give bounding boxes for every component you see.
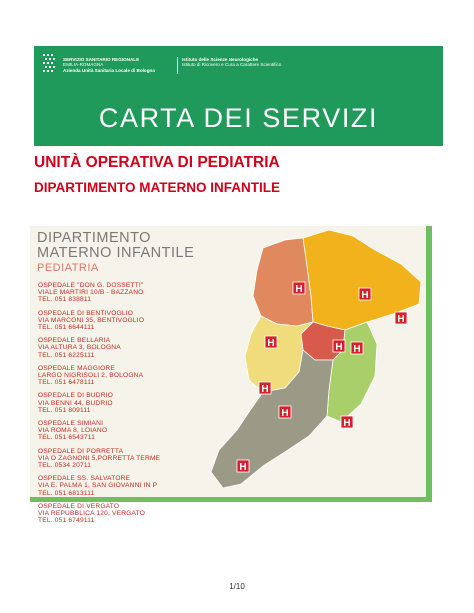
hospital-name: OSPEDALE DI PORRETTA bbox=[38, 447, 124, 455]
hospital-entry bbox=[38, 448, 208, 470]
hospital-address: VIA MARCONI 35, BENTIVOGLIO bbox=[38, 316, 145, 324]
hospital-marker-label: H bbox=[295, 284, 303, 295]
specialty-label: PEDIATRIA bbox=[37, 262, 99, 274]
hospital-phone: TEL. 051 838811 bbox=[38, 296, 92, 304]
hospital-marker-label: H bbox=[267, 338, 275, 349]
hospital-address: VIA ALTURA 3, BOLOGNA bbox=[38, 344, 121, 352]
hospital-phone: TEL. 051 6225111 bbox=[38, 351, 95, 359]
hospital-entry bbox=[38, 282, 208, 304]
hospital-marker-icon bbox=[259, 382, 271, 395]
institute-name bbox=[182, 57, 281, 68]
org-line-2: EMILIA-ROMAGNA bbox=[63, 62, 104, 68]
hospital-name: OSPEDALE MAGGIORE bbox=[38, 364, 116, 372]
hospital-list bbox=[38, 282, 208, 530]
hospital-name: OSPEDALE BELLARIA bbox=[38, 337, 111, 345]
page-title: CARTA DEI SERVIZI bbox=[98, 103, 379, 133]
institute-line-1: Istituto delle Scienze Neurologiche bbox=[182, 57, 259, 62]
hospital-marker-icon bbox=[395, 312, 407, 325]
hospital-phone: TEL. 051 6813111 bbox=[38, 489, 95, 497]
hospital-address: VIALE MARTIRI 10/B - BAZZANO bbox=[38, 289, 144, 297]
hospital-name: OSPEDALE SS. SALVATORE bbox=[38, 475, 131, 483]
hospital-marker-icon bbox=[279, 406, 291, 419]
hospital-marker-icon bbox=[237, 460, 249, 473]
hospital-marker-label: H bbox=[281, 408, 289, 419]
hospital-marker-label: H bbox=[261, 384, 269, 395]
hospital-phone: TEL. 0534 20711 bbox=[38, 462, 92, 470]
department-title bbox=[37, 231, 194, 276]
department-heading: DIPARTIMENTO MATERNO INFANTILE bbox=[34, 180, 280, 195]
hospital-marker-label: H bbox=[361, 290, 369, 301]
regional-logo-icon bbox=[43, 54, 57, 72]
hospital-address: VIA E. PALMA 1, SAN GIOVANNI IN P bbox=[38, 482, 158, 490]
hospital-name: OSPEDALE SIMIANI bbox=[38, 420, 104, 428]
org-line-3: Azienda Unità Sanitaria Locale di Bologna bbox=[63, 67, 155, 73]
hospital-entry bbox=[38, 420, 208, 442]
hospital-address: VIA REPUBBLICA 120, VERGATO bbox=[38, 510, 146, 518]
hospital-name: OSPEDALE "DON G. DOSSETTI" bbox=[38, 282, 144, 289]
hospital-address: LARGO NIGRISOLI 2, BOLOGNA bbox=[38, 372, 144, 380]
institute-line-2: Istituto di Ricovero e Cura a Carattere Scientifico bbox=[182, 62, 282, 68]
hospital-phone: TEL. 051 6644111 bbox=[38, 324, 95, 332]
hospital-marker-icon bbox=[351, 342, 363, 355]
hospital-marker-icon bbox=[341, 416, 353, 429]
hospital-name: OSPEDALE DI BUDRIO bbox=[38, 392, 114, 400]
hospital-name: OSPEDALE DI VERGATO bbox=[38, 502, 120, 510]
hospital-phone: TEL. 051 6749111 bbox=[38, 517, 95, 525]
org-line-1: SERVIZIO SANITARIO REGIONALE bbox=[63, 57, 140, 62]
hospital-entry bbox=[38, 365, 208, 387]
hospital-marker-icon bbox=[359, 288, 371, 301]
hospital-phone: TEL. 051 6543711 bbox=[38, 434, 95, 442]
unit-heading: UNITÀ OPERATIVA DI PEDIATRIA bbox=[34, 154, 280, 171]
hospital-marker-icon bbox=[333, 340, 345, 353]
hospital-phone: TEL. 051 809111 bbox=[38, 406, 91, 414]
department-title-line-1: DIPARTIMENTO bbox=[37, 230, 151, 246]
hospital-marker-label: H bbox=[239, 462, 247, 473]
department-map-panel bbox=[30, 226, 432, 525]
hospital-address: VIA O ZAGNONI 5,PORRETTA TERME bbox=[38, 454, 161, 462]
hospital-marker-icon bbox=[293, 282, 305, 295]
hospital-name: OSPEDALE DI BENTIVOGLIO bbox=[38, 309, 134, 317]
hospital-address: VIA ROMA 8, LOIANO bbox=[38, 427, 108, 435]
province-map bbox=[205, 226, 425, 496]
hospital-marker-label: H bbox=[397, 314, 405, 325]
header-banner bbox=[34, 46, 443, 146]
department-title-line-2: MATERNO INFANTILE bbox=[37, 245, 195, 261]
hospital-entry bbox=[38, 337, 208, 359]
hospital-marker-label: H bbox=[335, 342, 343, 353]
hospital-entry bbox=[38, 392, 208, 414]
page-number: 1/10 bbox=[229, 582, 245, 591]
hospital-marker-icon bbox=[265, 336, 277, 349]
org-name bbox=[63, 57, 155, 73]
logo-divider bbox=[177, 57, 178, 74]
hospital-marker-label: H bbox=[353, 344, 361, 355]
hospital-address: VIA BENNI 44, BUDRIO bbox=[38, 399, 113, 407]
hospital-entry bbox=[38, 310, 208, 332]
hospital-phone: TEL. 051 6478111 bbox=[38, 379, 95, 387]
hospital-entry bbox=[38, 475, 208, 497]
hospital-entry bbox=[38, 503, 208, 525]
hospital-marker-label: H bbox=[343, 418, 351, 429]
